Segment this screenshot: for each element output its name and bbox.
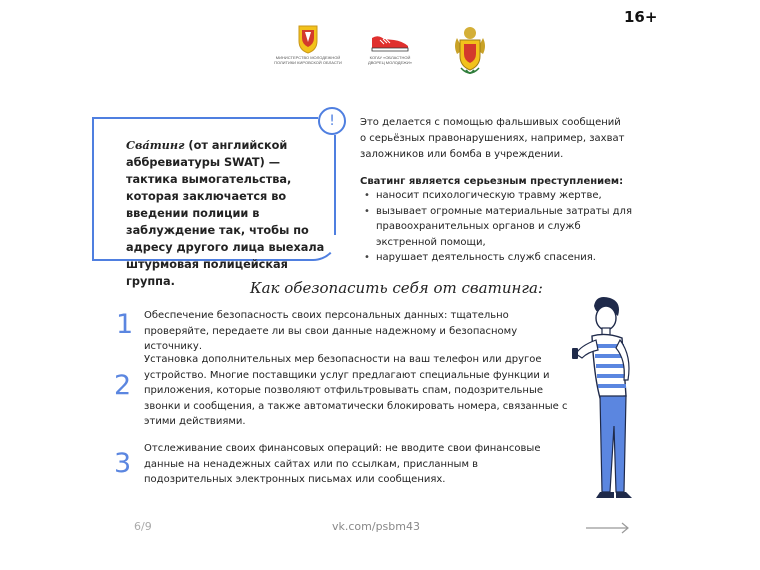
page-number: 6/9 <box>134 520 152 533</box>
step-text-2: Установка дополнительных мер безопасности на ваш телефон или другое устройство. Многие поставщики услуг предлагают специальные функции и приложения, которые позволяют отфильтровывать спам, подозрительные звонки и сообщения, а также автоматически блокировать номера, связанные с этими действиями. <box>144 354 568 427</box>
ministry-caption: МИНИСТЕРСТВО МОЛОДЕЖНОЙ ПОЛИТИКИ КИРОВСКОЙ ОБЛАСТИ <box>274 55 342 65</box>
police-emblem-icon <box>451 24 489 80</box>
section-title: Как обезопасить себя от сватинга: <box>250 279 543 297</box>
definition-term: Сва́тинг <box>126 138 185 152</box>
youth-palace-logo <box>362 30 418 65</box>
age-rating: 16+ <box>624 8 658 26</box>
swatting-intro: Это делается с помощью фальшивых сообщений о серьёзных правонарушениях, например, захват заложников или бомба в учреждении. <box>360 117 625 160</box>
ministry-logo <box>273 24 343 65</box>
bullet-item: • вызывает огромные материальные затраты для правоохранительных органов и служб экстренной помощи, <box>360 204 635 251</box>
definition-body: (от английской аббревиатуры SWAT) — тактика вымогательства, которая заключается во введении полиции в заблуждение так, чтобы по адресу другого лица выехала штурмовая полицейская группа. <box>126 139 325 288</box>
definition-box-top-border <box>92 117 318 119</box>
site-link[interactable]: vk.com/psbm43 <box>332 520 420 533</box>
person-with-phone-illustration <box>566 296 646 508</box>
palace-caption: КОГАУ «ОБЛАСТНОЙ ДВОРЕЦ МОЛОДЕЖИ» <box>368 55 412 65</box>
step-number-2: 2 <box>114 370 132 401</box>
crime-heading: Сватинг является серьезным преступлением: <box>360 176 624 187</box>
step-number-1: 1 <box>116 309 134 340</box>
step-number-3: 3 <box>114 448 132 479</box>
exclamation-icon: ! <box>318 107 346 135</box>
kirov-coat-of-arms-icon <box>297 24 319 54</box>
step-text-3: Отслеживание своих финансовых операций: не вводите свои финансовые данные на ненадежных сайтах или по ссылкам, присланным в подозрительных электронных письмах или сообщениях. <box>144 443 541 485</box>
sneaker-icon <box>368 30 412 54</box>
crime-bullet-list <box>360 188 635 266</box>
definition-text <box>126 137 334 290</box>
definition-box-right-border <box>334 135 336 235</box>
police-logo <box>448 24 492 81</box>
bullet-item: • наносит психологическую травму жертве, <box>360 188 635 204</box>
step-text-1: Обеспечение безопасность своих персональных данных: тщательно проверяйте, передаете ли вы свои данные надежному и безопасному источнику. <box>144 310 518 352</box>
next-arrow-icon[interactable] <box>586 522 630 534</box>
bullet-item: • нарушает деятельность служб спасения. <box>360 250 635 266</box>
